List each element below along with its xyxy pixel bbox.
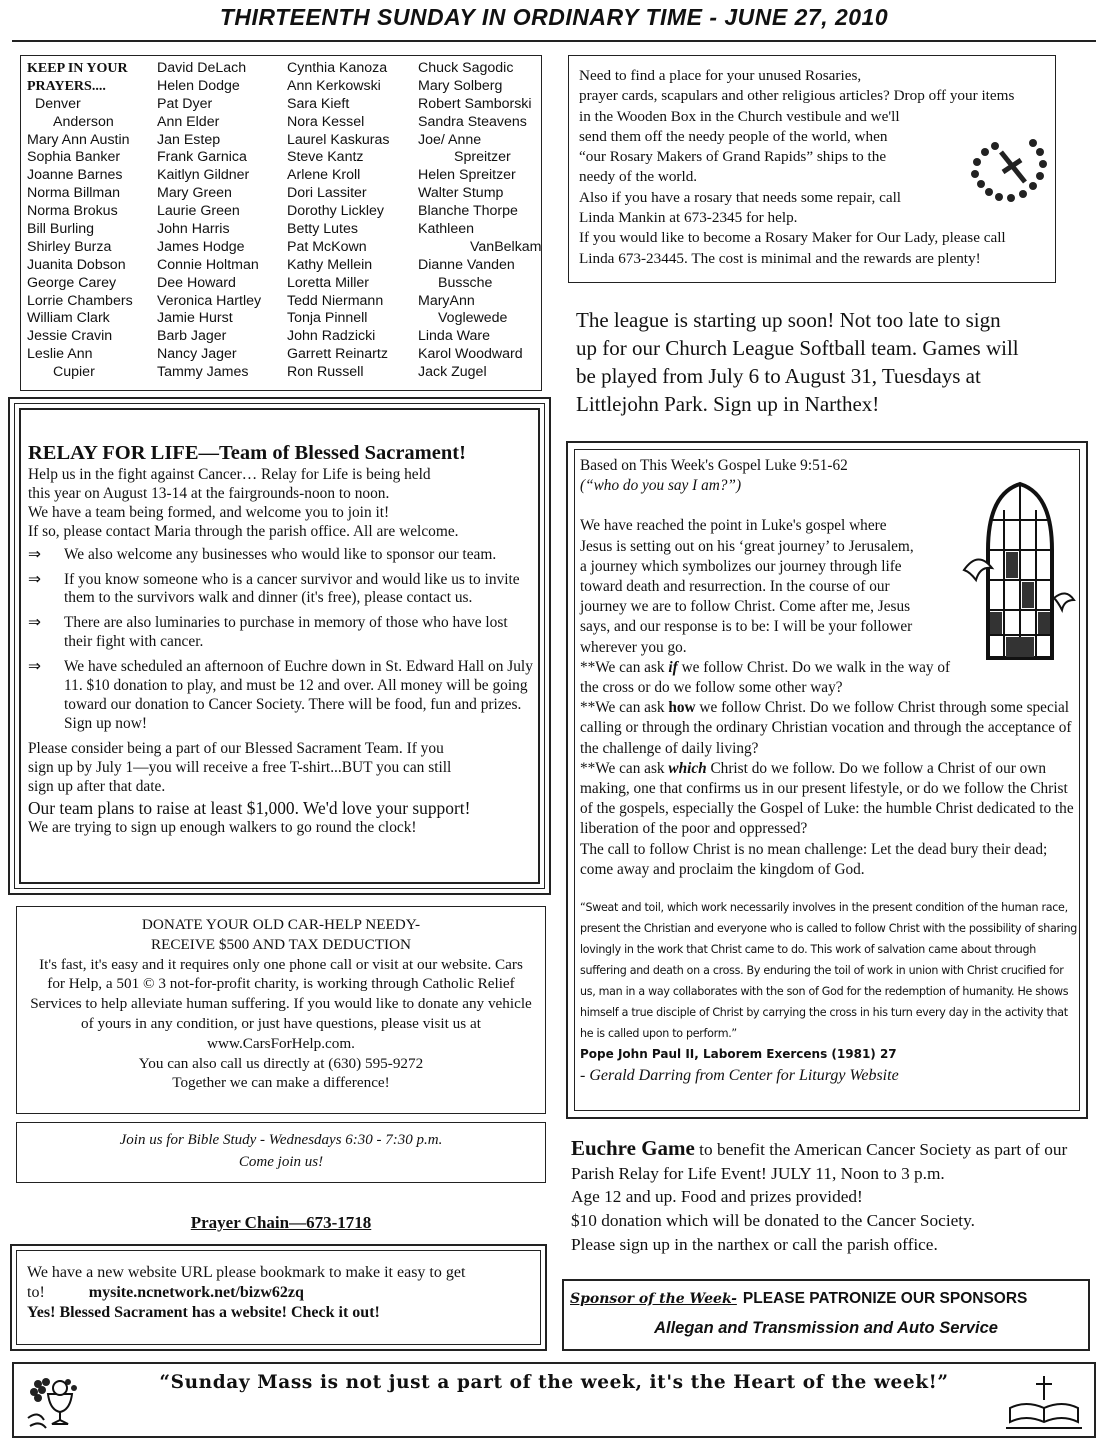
arrow-icon: ⇒ [28,570,41,588]
rosary-line: send them off the needy people of the world, when [579,127,888,145]
car-body: It's fast, it's easy and it requires only one phone call or visit at our website. Cars for Help, a 501 © 3 not-for-profit charity, is working through Catholic Relief Services to help alleviate human suffering. If you would like to donate any vehicle of yours in any condition, or just have questions, please visit us at www.CarsForHelp.com. [30,955,532,1052]
prayer-name: Pat Dyer [157,95,213,112]
prayers-col-4 [418,60,542,382]
chalice-grapes-icon [24,1370,84,1430]
prayer-name: Sophia Banker [27,149,121,166]
prayer-name: Loretta Miller [287,274,370,291]
relay-consider-line: sign up by July 1—you will receive a free T-shirt...BUT you can still [28,758,452,776]
prayer-name: Mary Ann Austin [27,131,130,148]
prayer-name: Chuck Sagodic [418,60,514,76]
quote-source: Pope John Paul II, Laborem Exercens (1981) 27 [580,1047,897,1062]
prayer-name: Sara Kieft [287,95,350,112]
prayer-name: Laurel Kaskuras [287,131,390,148]
rosary-line: Linda 673-23445. The cost is minimal and the rewards are plenty! [579,249,981,267]
gospel-reflection [580,456,1078,1087]
prayer-name: Voglewede [438,310,508,327]
prayers-col-1 [27,60,133,382]
car-donation-box [16,906,546,1114]
softball-line: up for our Church League Softball team. Games will [576,336,1019,360]
gospel-question [580,658,952,698]
prayer-name: Blanche Thorpe [418,203,518,220]
prayer-name: MaryAnn [418,292,475,309]
gospel-line: journey we are to follow Christ. Come after me, Jesus [580,598,911,616]
prayer-name: Jamie Hurst [157,310,233,327]
website-line: We have a new website URL please bookmark to make it easy to get [27,1264,466,1281]
prayer-name: Anderson [53,113,114,130]
prayer-name: Betty Lutes [287,221,358,238]
prayer-name: Veronica Hartley [157,292,262,309]
website-box-inner [16,1250,541,1345]
prayer-name: Cynthia Kanoza [287,60,388,76]
prayer-name: Denver [35,95,81,112]
prayer-name: Dianne Vanden [418,256,515,273]
car-heading: RECEIVE $500 AND TAX DEDUCTION [150,935,412,953]
relay-walkers: We are trying to sign up enough walkers to go round the clock! [28,818,417,836]
euchre-line: $10 donation which will be donated to the Cancer Society. [571,1211,975,1231]
bible-study-line: Come join us! [238,1154,324,1170]
relay-intro-line: If so, please contact Maria through the parish office. All are welcome. [28,522,459,540]
question-prefix: **We can ask [580,759,669,777]
prayer-name: Ann Kerkowski [287,77,381,94]
prayer-name: Barb Jager [157,328,227,345]
prayer-name: Ron Russell [287,364,364,381]
prayer-name: Jan Estep [157,131,221,148]
rosary-line: “our Rosary Makers of Grand Rapids” ships to the [579,148,887,166]
prayers-box [20,55,542,391]
sponsor-label: Sponsor of the Week- [570,1291,737,1307]
gospel-subheading: (“who do you say I am?”) [580,477,742,495]
prayer-name: Shirley Burza [27,238,112,255]
euchre-heading: Euchre Game [571,1136,695,1160]
prayer-name: George Carey [27,274,117,291]
prayer-name: Tonja Pinnell [287,310,368,327]
rosary-line: prayer cards, scapulars and other religious articles? Drop off your items [579,87,1015,105]
prayer-name: Steve Kantz [287,149,364,166]
question-text: Christ do we follow. Do we follow a Christ of our own making, one that confirms us in our present lifestyle, or do we follow the Christ of the gospels, especially the Gospel of Luke: the humble Christ dedicated to the liberation of the poor and oppressed? [580,759,1074,838]
question-keyword: if [668,658,678,676]
relay-goal: Our team plans to raise at least $1,000. We'd love your support! [28,797,471,818]
sponsor-header [570,1290,1027,1308]
prayers-col-2 [157,60,261,382]
relay-for-life-section [28,440,536,837]
prayer-name: Tedd Niermann [287,292,384,309]
prayer-name: Spreitzer [454,149,511,166]
website-to: to! [27,1284,45,1301]
sponsor-name: Allegan and Transmission and Auto Service [654,1319,998,1337]
question-keyword: which [668,759,707,777]
pope-quote: “Sweat and toil, which work necessarily involves in the present condition of the human race, present the Christian and everyone who is called to follow Christ with the possibility of sharing lovingly in the work that Christ came to do. This work of salvation came about through suffering and death on a cross. By enduring the toil of work in union with Christ crucified for us, man in a way collaborates with the son of God for the redemption of humanity. He shows himself a true disciple of Christ by carrying the cross in his turn every day in the activity that he is called upon to perform.” [580,901,1078,1040]
question-text: we follow Christ. Do we follow Christ through some special calling or through the ordinary Christian vocation and through the acceptance of the challenge of daily living? [580,699,1072,757]
prayer-name: William Clark [27,310,110,327]
relay-bullet [28,658,536,734]
relay-bullet [28,546,536,565]
prayers-heading: PRAYERS.... [27,78,106,94]
relay-bullet-text: We have scheduled an afternoon of Euchre down in St. Edward Hall on July 11. $10 donation to play, and must be 12 and over. All money will be going toward our donation to Cancer Society. There will be food, fun and prizes. Sign up now! [64,658,533,732]
gospel-question [580,698,1078,759]
prayer-name: Ann Elder [157,113,220,130]
website-url-line [27,1283,530,1303]
spacer [580,496,1078,516]
car-phone: You can also call us directly at (630) 595-9272 [138,1054,424,1072]
prayer-name: Leslie Ann [27,346,93,363]
prayer-name: Kaitlyn Gildner [157,167,250,184]
question-prefix: **We can ask [580,699,669,717]
prayer-name: Joanne Barnes [27,167,123,184]
prayer-name: Cupier [53,364,95,381]
prayer-name: John Harris [157,221,230,238]
prayer-name: Robert Samborski [418,95,532,112]
bible-study-box [16,1122,546,1183]
prayer-name: James Hodge [157,238,245,255]
gospel-heading: Based on This Week's Gospel Luke 9:51-62 [580,457,848,474]
euchre-notice [571,1137,1091,1257]
softball-line: The league is starting up soon! Not too late to sign [576,308,1001,332]
prayer-name: Jack Zugel [418,364,487,381]
gospel-credit: - Gerald Darring from Center for Liturgy Website [580,1067,899,1085]
prayer-name: Nancy Jager [157,346,237,363]
prayer-name: Arlene Kroll [287,167,361,184]
prayer-name: VanBelkam [470,238,542,255]
prayer-name: Joe/ Anne [418,131,482,148]
title-rule [12,40,1096,42]
rosary-icon [967,134,1051,210]
prayer-name: Karol Woodward [418,346,523,363]
gospel-line: a journey which symbolizes our journey through life [580,557,902,575]
prayer-chain: Prayer Chain—673-1718 [190,1213,372,1232]
prayers-col-3 [287,60,390,382]
euchre-intro [571,1137,1091,1185]
prayer-name: Walter Stump [418,185,504,202]
prayer-name: Lorrie Chambers [27,292,133,309]
bible-cross-icon [1004,1374,1084,1432]
prayer-name: Mary Solberg [418,77,503,94]
prayer-name: Frank Garnica [157,149,247,166]
prayer-name: Dee Howard [157,274,236,291]
gospel-line: toward death and resurrection. In the course of our [580,578,890,596]
prayer-name: Juanita Dobson [27,256,126,273]
page-title: THIRTEENTH SUNDAY IN ORDINARY TIME - JUNE 27, 2010 [219,4,889,30]
prayer-name: Jessie Cravin [27,328,113,345]
softball-line: be played from July 6 to August 31, Tuesdays at [576,364,981,388]
softball-notice [576,306,1096,418]
gospel-line: Jesus is setting out on his ‘great journey’ to Jerusalem, [580,537,914,555]
prayer-name: Sandra Steavens [418,113,527,130]
prayer-name: Linda Ware [418,328,491,345]
prayer-name: John Radzicki [287,328,376,345]
bible-study-line: Join us for Bible Study - Wednesdays 6:30 - 7:30 p.m. [119,1132,443,1148]
euchre-line: Please sign up in the narthex or call the parish office. [571,1234,938,1254]
relay-bullet [28,614,536,652]
prayer-name: Nora Kessel [287,113,365,130]
prayer-name: Norma Brokus [27,203,118,220]
prayer-name: Tammy James [157,364,249,381]
prayer-name: Kathleen [418,221,475,238]
spacer [580,880,1078,898]
arrow-icon: ⇒ [28,614,41,632]
gospel-line: wherever you go. [580,638,687,656]
relay-heading: RELAY FOR LIFE—Team of Blessed Sacrament! [28,442,466,464]
footer-banner [12,1362,1096,1438]
rosary-line: in the Wooden Box in the Church vestibule and we'll [579,107,900,125]
gospel-line: says, and our response is to be: I will be your follower [580,618,913,636]
sponsor-box [562,1279,1090,1351]
prayer-name: Helen Spreitzer [418,167,516,184]
prayer-name: Bill Burling [27,221,95,238]
rosary-line: Need to find a place for your unused Rosaries, [579,67,862,84]
rosary-box [568,55,1056,283]
prayer-name: Garrett Reinartz [287,346,388,363]
euchre-text: to benefit the American Cancer Society as part of our Parish Relay for Life Event! JULY 11, Noon to 3 p.m. [571,1140,1068,1183]
footer-quote: “Sunday Mass is not just a part of the week, it's the Heart of the week!” [159,1372,949,1393]
relay-consider-line: sign up after that date. [28,777,166,795]
relay-bullet-text: There are also luminaries to purchase in memory of those who have lost their fight with cancer. [64,614,508,651]
rosary-line: needy of the world. [579,168,698,186]
prayer-name: Pat McKown [287,238,367,255]
prayer-name: Connie Holtman [157,256,259,273]
prayer-name: Norma Billman [27,185,121,202]
website-line: Yes! Blessed Sacrament has a website! Check it out! [27,1304,380,1321]
gospel-closing: The call to follow Christ is no mean challenge: Let the dead bury their dead; come away and proclaim the kingdom of God. [580,840,1048,878]
relay-bullet-text: If you know someone who is a cancer survivor and would like us to invite them to the survivors walk and dinner (it's free), please contact us. [64,570,520,607]
euchre-line: Age 12 and up. Food and prizes provided! [571,1187,863,1207]
prayer-name: Helen Dodge [157,77,240,94]
relay-intro-line: We have a team being formed, and welcome you to join it! [28,503,390,521]
softball-line: Littlejohn Park. Sign up in Narthex! [576,392,880,416]
prayer-name: Mary Green [157,185,232,202]
question-keyword: how [668,699,696,717]
website-box [10,1244,547,1351]
sponsor-patronize: PLEASE PATRONIZE OUR SPONSORS [742,1290,1028,1307]
question-prefix: **We can ask [580,658,669,676]
question-text: we follow Christ. Do we walk in the way of the cross or do we follow some other way? [580,658,951,697]
relay-intro-line: this year on August 13-14 at the fairgrounds-noon to noon. [28,484,390,502]
prayer-name: Bussche [438,274,493,291]
prayer-name: Kathy Mellein [287,256,373,273]
arrow-icon: ⇒ [28,658,41,676]
rosary-line: Linda Mankin at 673-2345 for help. [579,209,798,227]
prayer-name: Dori Lassiter [287,185,367,202]
rosary-line: Also if you have a rosary that needs some repair, call [579,188,902,206]
gospel-line: We have reached the point in Luke's gospel where [580,517,887,535]
website-url[interactable]: mysite.ncnetwork.net/bizw62zq [88,1284,304,1301]
arrow-icon: ⇒ [28,545,41,563]
relay-intro-line: Help us in the fight against Cancer… Relay for Life is being held [28,466,431,483]
relay-consider-line: Please consider being a part of our Blessed Sacrament Team. If you [28,739,444,757]
relay-bullet [28,571,536,609]
prayer-name: Dorothy Lickley [287,203,384,220]
prayer-name: Laurie Green [157,203,240,220]
car-heading: DONATE YOUR OLD CAR-HELP NEEDY- [141,916,421,933]
car-together: Together we can make a difference! [172,1074,390,1092]
relay-bullet-text: We also welcome any businesses who would like to sponsor our team. [64,545,497,563]
prayers-heading: KEEP IN YOUR [27,61,128,76]
prayer-name: David DeLach [157,60,247,76]
gospel-question [580,759,1078,840]
rosary-line: If you would like to become a Rosary Maker for Our Lady, please call [579,229,1006,247]
